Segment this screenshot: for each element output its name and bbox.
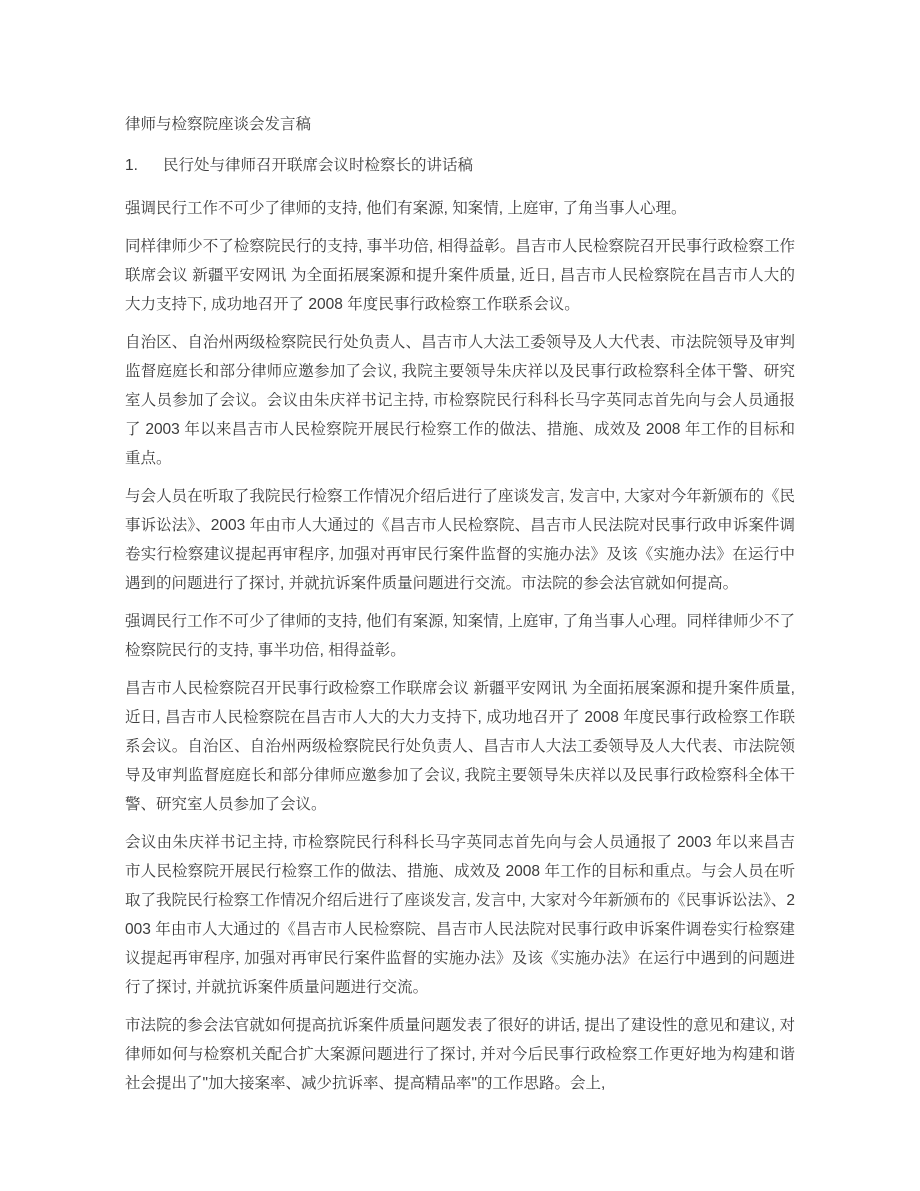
- paragraph-8: 市法院的参会法官就如何提高抗诉案件质量问题发表了很好的讲话, 提出了建设性的意见和建议, 对律师如何与检察机关配合扩大案源问题进行了探讨, 并对今后民事行政检察工作更好地为构建和谐社会提出了"加大接案率、减少抗诉率、提高精品率"的工作思路。会上,: [125, 1017, 795, 1092]
- paragraph-7: 会议由朱庆祥书记主持, 市检察院民行科科长马字英同志首先向与会人员通报了 2003 年以来昌吉市人民检察院开展民行检察工作的做法、措施、成效及 2008 年工作的目标和重点。与会人员在听取了我院民行检察工作情况介绍后进行了座谈发言, 发言中, 大家对今年新颁布的《民事诉讼法》、2003 年由市人大通过的《昌吉市人民检察院、昌吉市人民法院对民事行政申诉案件调卷实行检察建议提起再审程序, 加强对再审民行案件监督的实施办法》及该《实施办法》在运行中遇到的问题进行了探讨, 并就抗诉案件质量问题进行交流。: [125, 834, 795, 996]
- list-item-number: 1.: [125, 157, 138, 174]
- paragraph-1: 强调民行工作不可少了律师的支持, 他们有案源, 知案情, 上庭审, 了角当事人心理。: [125, 200, 687, 217]
- paragraph-4: 与会人员在听取了我院民行检察工作情况介绍后进行了座谈发言, 发言中, 大家对今年新颁布的《民事诉讼法》、2003 年由市人大通过的《昌吉市人民检察院、昌吉市人民法院对民事行政申诉案件调卷实行检察建议提起再审程序, 加强对再审民行案件监督的实施办法》及该《实施办法》在运行中遇到的问题进行了探讨, 并就抗诉案件质量问题进行交流。市法院的参会法官就如何提高。: [125, 488, 795, 592]
- paragraph-5: 强调民行工作不可少了律师的支持, 他们有案源, 知案情, 上庭审, 了角当事人心理。同样律师少不了检察院民行的支持, 事半功倍, 相得益彰。: [125, 613, 795, 659]
- paragraph-3: 自治区、自治州两级检察院民行处负责人、昌吉市人大法工委领导及人大代表、市法院领导及审判监督庭庭长和部分律师应邀参加了会议, 我院主要领导朱庆祥以及民事行政检察科全体干警、研究室人员参加了会议。会议由朱庆祥书记主持, 市检察院民行科科长马字英同志首先向与会人员通报了 2003 年以来昌吉市人民检察院开展民行检察工作的做法、措施、成效及 2008 年工作的目标和重点。: [125, 334, 795, 467]
- document-title: 律师与检察院座谈会发言稿: [125, 116, 312, 133]
- paragraph-6: 昌吉市人民检察院召开民事行政检察工作联席会议 新疆平安网讯 为全面拓展案源和提升案件质量, 近日, 昌吉市人民检察院在昌吉市人大的大力支持下, 成功地召开了 2008 年度民事行政检察工作联系会议。自治区、自治州两级检察院民行处负责人、昌吉市人大法工委领导及人大代表、市法院领导及审判监督庭庭长和部分律师应邀参加了会议, 我院主要领导朱庆祥以及民事行政检察科全体干警、研究室人员参加了会议。: [125, 680, 795, 813]
- list-item-text: 民行处与律师召开联席会议时检察长的讲话稿: [163, 157, 474, 174]
- numbered-list-item: [125, 151, 795, 180]
- paragraph-2: 同样律师少不了检察院民行的支持, 事半功倍, 相得益彰。昌吉市人民检察院召开民事行政检察工作联席会议 新疆平安网讯 为全面拓展案源和提升案件质量, 近日, 昌吉市人民检察院在昌吉市人大的大力支持下, 成功地召开了 2008 年度民事行政检察工作联系会议。: [125, 238, 795, 313]
